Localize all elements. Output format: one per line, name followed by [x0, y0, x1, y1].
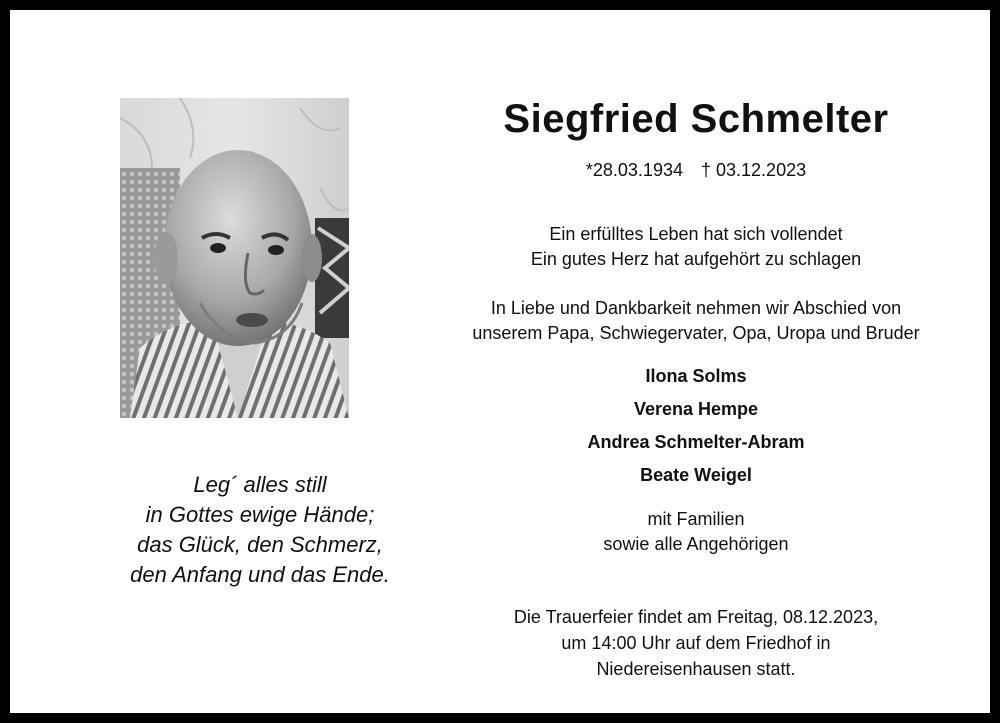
death-date: 03.12.2023: [716, 160, 807, 180]
motto-line: Ein gutes Herz hat aufgehört zu schlagen: [530, 249, 862, 269]
mourner-name: Andrea Schmelter-Abram: [587, 432, 805, 452]
birth-date: 28.03.1934: [592, 160, 683, 180]
farewell-text: [442, 296, 950, 346]
farewell-line: unserem Papa, Schwiegervater, Opa, Uropa und Bruder: [472, 323, 920, 343]
verse-quote: [60, 470, 460, 590]
motto: [442, 222, 950, 272]
mourners-list: [442, 362, 950, 494]
mourner-name: Ilona Solms: [645, 366, 747, 386]
ceremony-line: um 14:00 Uhr auf dem Friedhof in: [561, 633, 831, 653]
farewell-line: In Liebe und Dankbarkeit nehmen wir Abschied von: [490, 298, 902, 318]
family-note: [442, 507, 950, 557]
verse-line: in Gottes ewige Hände;: [145, 502, 375, 527]
life-dates: [442, 158, 950, 182]
deceased-name: Siegfried Schmelter: [503, 97, 889, 141]
mourner-name: Verena Hempe: [633, 399, 759, 419]
ceremony-line: Die Trauerfeier findet am Freitag, 08.12.2023,: [513, 607, 879, 627]
motto-line: Ein erfülltes Leben hat sich vollendet: [549, 224, 843, 244]
birth-symbol: *: [585, 160, 593, 180]
portrait-photo: [120, 98, 349, 418]
ceremony-info: [442, 604, 950, 682]
family-line: mit Familien: [647, 509, 745, 529]
death-cross-icon: †: [700, 160, 711, 180]
mourner-name: Beate Weigel: [640, 465, 752, 485]
verse-line: den Anfang und das Ende.: [130, 562, 390, 587]
verse-line: Leg´ alles still: [193, 472, 327, 497]
verse-line: das Glück, den Schmerz,: [137, 532, 383, 557]
family-line: sowie alle Angehörigen: [603, 534, 789, 554]
ceremony-line: Niedereisenhausen statt.: [596, 659, 796, 679]
